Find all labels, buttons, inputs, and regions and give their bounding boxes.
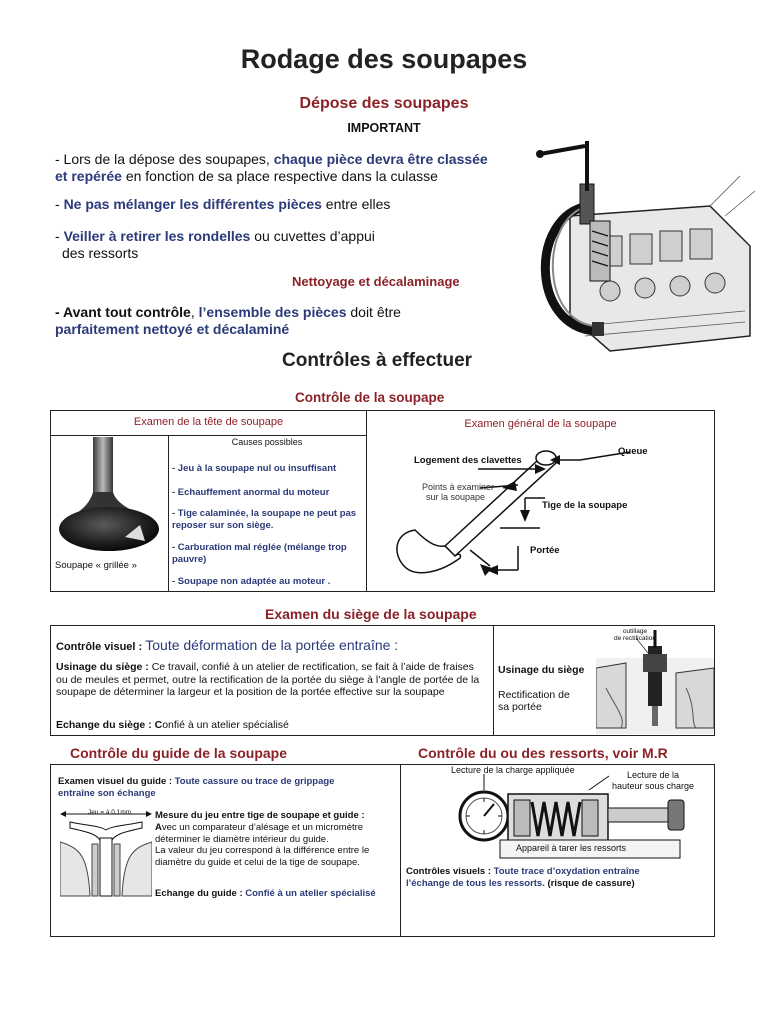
cause-item: - Soupape non adaptée au moteur .: [172, 576, 331, 587]
emphasis: et repérée: [55, 168, 122, 184]
text: -: [55, 196, 64, 212]
important-label: IMPORTANT: [347, 121, 421, 135]
text: onfié à un atelier spécialisé: [162, 719, 289, 731]
jeu-label: Jeu = à 0,1mm: [88, 809, 132, 816]
label-portee: Portée: [530, 545, 560, 556]
emphasis: Veiller à retirer les rondelles: [63, 228, 251, 244]
label: Echange du siège :: [56, 719, 155, 731]
nettoyage-paragraph: [55, 304, 475, 338]
siege-echange: [56, 719, 289, 731]
text: - Lors de la dépose des soupapes,: [55, 151, 274, 167]
label-charge: Lecture de la charge appliquée: [451, 765, 575, 775]
causes-header: Causes possibles: [231, 437, 303, 447]
guide-visuel: [58, 776, 398, 799]
depose-paragraph-3: [55, 228, 375, 262]
text: Toute cassure ou trace de grippage: [174, 776, 335, 787]
text: en fonction de sa place respective dans la culasse: [121, 168, 438, 184]
text: (risque de cassure): [544, 878, 635, 889]
tete-header: Examen de la tête de soupape: [133, 416, 284, 428]
text: Lecture de la: [627, 770, 680, 780]
text: Toute déformation de la portée entraîne :: [145, 637, 399, 653]
depose-heading: Dépose des soupapes: [299, 95, 469, 112]
emphasis: chaque pièce devra être classée: [273, 151, 488, 167]
text: des ressorts: [62, 245, 139, 261]
guide-measure-illustration: [60, 808, 152, 898]
text: vec un comparateur d’alésage et un micromètre déterminer le diamètre intérieur du guide.: [155, 822, 364, 845]
general-header: Examen général de la soupape: [464, 418, 617, 430]
siege-heading: Examen du siège de la soupape: [265, 606, 477, 622]
siege-usinage: [56, 661, 488, 699]
text: ou cuvettes d’appui: [250, 228, 375, 244]
cause-item: - Tige calaminée, la soupape ne peut pas reposer sur son siège.: [172, 508, 357, 531]
text: La valeur du jeu correspond à la différence entre le diamètre du guide et celui de la tige de soupape.: [155, 845, 370, 868]
emphasis: Ne pas mélanger les différentes pièces: [63, 196, 322, 212]
emphasis: l’ensemble des pièces: [198, 304, 347, 320]
label-points-2: sur la soupape: [426, 492, 486, 502]
seat-tool-illustration: [596, 628, 714, 734]
text: outillage: [622, 628, 648, 635]
page-title: Rodage des soupapes: [240, 44, 528, 74]
engine-illustration: [510, 136, 760, 366]
ressorts-visuel: [406, 866, 711, 890]
mesure-title: Mesure du jeu entre tige de soupape et guide :: [155, 810, 365, 821]
text: l’échange de tous les ressorts.: [406, 878, 545, 889]
cause-item: - Carburation mal réglée (mélange trop pauvre): [172, 542, 347, 565]
label-points: Points à examiner: [422, 482, 495, 492]
siege-right-line-1: Rectification de: [498, 689, 570, 701]
label: Contrôle visuel :: [56, 641, 146, 653]
text: -: [55, 228, 64, 244]
depose-paragraph-2: [55, 196, 390, 213]
text: hauteur sous charge: [612, 781, 695, 791]
label-appareil: Appareil à tarer les ressorts: [516, 843, 627, 853]
text: entraîne son échange: [58, 787, 156, 799]
siege-visuel: [56, 637, 488, 653]
controles-heading: Contrôles à effectuer: [282, 350, 473, 371]
depose-paragraph-1: [55, 151, 510, 185]
ressorts-heading: Contrôle du ou des ressorts, voir M.R: [418, 745, 668, 761]
cause-item: - Echauffement anormal du moteur: [172, 487, 330, 498]
text: Ce travail, confié à un atelier de rectification, se fait à l’aide de fraises ou de meules et permet, outre la rectification de la portée du siège à l’angle de portée de la soupape de déterminer la largeur et la position de la portée effective sur la soupape: [56, 661, 480, 698]
text: Toute trace d’oxydation entraîne: [493, 866, 640, 877]
emphasis: parfaitement nettoyé et décalaminé: [55, 321, 290, 337]
label: Usinage du siège :: [56, 661, 152, 673]
valve-caption: Soupape « grillée »: [55, 560, 137, 571]
label: Contrôles visuels :: [406, 866, 494, 877]
label: Examen visuel du guide :: [58, 776, 175, 787]
text: de rectification: [614, 635, 656, 642]
text: entre elles: [321, 196, 391, 212]
siege-right-title: Usinage du siège: [498, 664, 585, 676]
siege-right-line-2: sa portée: [498, 701, 542, 713]
text: - Avant tout contrôle: [55, 304, 191, 320]
label-logement: Logement des clavettes: [414, 455, 522, 466]
mesure-text: [155, 822, 395, 868]
tool-label: [614, 628, 656, 642]
nettoyage-heading: Nettoyage et décalaminage: [292, 274, 460, 289]
text: ,: [190, 304, 199, 320]
text: C: [154, 719, 163, 731]
text: doit être: [346, 304, 401, 320]
label: Echange du guide :: [155, 888, 246, 899]
text: A: [155, 822, 162, 833]
cause-item: - Jeu à la soupape nul ou insuffisant: [172, 463, 337, 474]
label-hauteur: [612, 770, 694, 792]
guide-heading: Contrôle du guide de la soupape: [70, 745, 288, 761]
burnt-valve-photo: [55, 437, 165, 555]
controle-soupape-heading: Contrôle de la soupape: [295, 390, 445, 405]
label-tige: Tige de la soupape: [542, 500, 628, 511]
label-queue: Queue: [618, 446, 648, 457]
guide-echange: [155, 888, 400, 899]
text: Confié à un atelier spécialisé: [245, 888, 376, 899]
